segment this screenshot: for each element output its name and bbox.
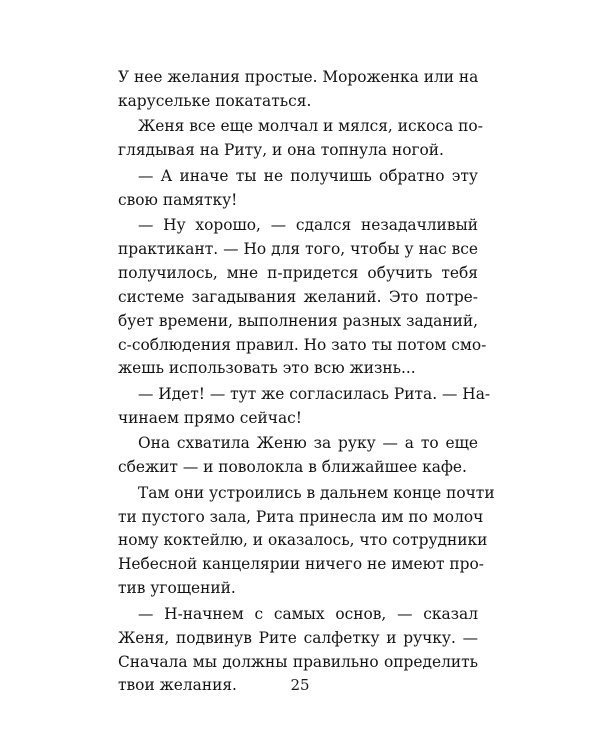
text-line: Там они устроились в дальнем конце почти xyxy=(138,483,495,502)
text-line: с-соблюдения правил. Но зато ты потом смо- xyxy=(118,335,487,354)
text-line: ному коктейлю, и оказалось, что сотрудники xyxy=(118,531,488,550)
text-line: твои желания. xyxy=(118,676,237,695)
text-line: У нее желания простые. Мороженка или на xyxy=(118,68,479,86)
text-line: — А иначе ты не получишь обратно эту xyxy=(138,166,478,185)
text-line: получилось, мне п-придется обучить тебя xyxy=(118,263,478,282)
body-text xyxy=(118,66,495,698)
text-line: — Идет! — тут же согласилась Рита. — На- xyxy=(138,384,491,403)
text-line: Женя, подвинув Рите салфетку и ручку. — xyxy=(118,628,478,647)
text-line: Небесной канцелярии ничего не имеют про- xyxy=(118,555,485,574)
text-line: жешь использовать это всю жизнь... xyxy=(118,359,416,378)
text-line: карусельке покататься. xyxy=(118,91,312,110)
text-line: системе загадывания желаний. Это потре- xyxy=(118,287,478,306)
text-line: свою памятку! xyxy=(118,190,238,209)
text-line: Сначала мы должны правильно определить xyxy=(118,652,478,671)
text-line: бует времени, выполнения разных заданий, xyxy=(118,311,478,330)
text-line: глядывая на Риту, и она топнула ногой. xyxy=(118,141,444,160)
text-line: Она схватила Женю за руку — а то еще xyxy=(138,434,478,453)
text-line: практикант. — Но для того, чтобы у нас все xyxy=(118,240,478,259)
text-line: сбежит — и поволокла в ближайшее кафе. xyxy=(118,458,467,477)
text-line: тив угощений. xyxy=(118,579,236,598)
page-number: 25 xyxy=(290,676,310,694)
text-line: чинаем прямо сейчас! xyxy=(118,408,302,427)
text-line: — Ну хорошо, — сдался незадачливый xyxy=(138,216,478,235)
text-line: Женя все еще молчал и мялся, искоса по- xyxy=(138,117,483,136)
text-line: — Н-начнем с самых основ, — сказал xyxy=(138,604,478,623)
text-line: ти пустого зала, Рита принесла им по молоч xyxy=(118,507,484,526)
